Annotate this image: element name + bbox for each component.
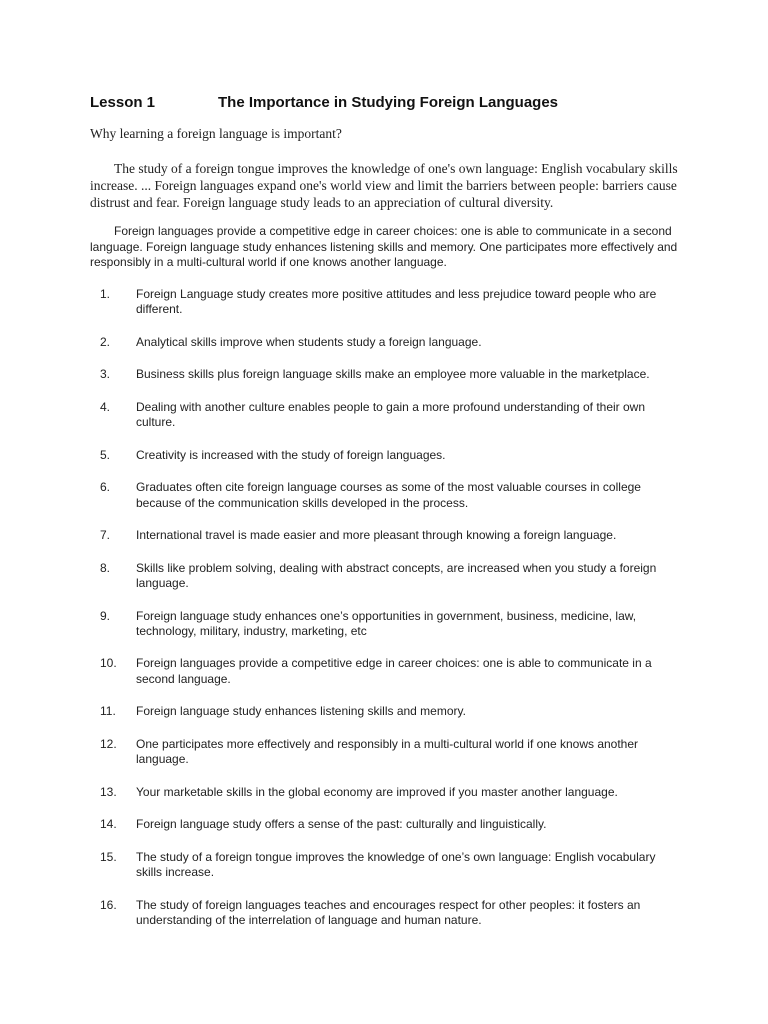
list-item-text: International travel is made easier and more pleasant through knowing a foreign language. <box>136 528 617 543</box>
list-item-number: 10. <box>100 656 117 671</box>
list-item <box>100 850 680 880</box>
list-item-number: 1. <box>100 287 111 301</box>
list-item <box>100 561 680 591</box>
list-item-number: 12. <box>100 736 117 751</box>
list-item-text: Graduates often cite foreign language courses as some of the most valuable courses in college because of the communication skills developed in the process. <box>136 480 641 510</box>
list-item-number: 5. <box>100 447 111 462</box>
reasons-list <box>100 287 680 945</box>
list-item-text: Foreign language study offers a sense of the past: culturally and linguistically. <box>136 817 547 832</box>
list-item <box>100 287 680 317</box>
list-item-text: Business skills plus foreign language skills make an employee more valuable in the marketplace. <box>136 367 650 382</box>
list-item-number: 9. <box>100 608 111 623</box>
list-item-text: Your marketable skills in the global economy are improved if you master another language. <box>136 784 618 799</box>
list-item <box>100 737 680 767</box>
list-item-number: 2. <box>100 334 111 349</box>
list-item-number: 13. <box>100 784 117 799</box>
list-item-number: 4. <box>100 399 111 414</box>
list-item-text: The study of a foreign tongue improves the knowledge of one’s own language: English vocabulary skills increase. <box>136 849 656 879</box>
list-item <box>100 335 680 350</box>
list-item <box>100 704 680 719</box>
list-item-text: Foreign languages provide a competitive edge in career choices: one is able to communicate in a second language. <box>136 656 652 686</box>
list-item-text: Dealing with another culture enables people to gain a more profound understanding of their own culture. <box>136 399 646 430</box>
list-item-number: 14. <box>100 817 117 832</box>
list-item-number: 15. <box>100 849 117 864</box>
list-item-number: 3. <box>100 367 111 382</box>
list-item-number: 8. <box>100 560 111 575</box>
list-item-number: 11. <box>100 704 116 719</box>
list-item <box>100 609 680 639</box>
list-item-text: Foreign Language study creates more positive attitudes and less prejudice toward people who are different. <box>136 287 657 317</box>
list-item <box>100 528 680 543</box>
list-item-number: 6. <box>100 480 111 495</box>
page-title: The Importance in Studying Foreign Languages <box>218 94 559 111</box>
list-item <box>100 656 680 686</box>
question-heading: Why learning a foreign language is important? <box>90 126 342 141</box>
list-item-text: Foreign language study enhances one’s opportunities in government, business, medicine, law, technology, military, industry, marketing, etc <box>136 608 637 638</box>
list-item-text: One participates more effectively and responsibly in a multi-cultural world if one knows another language. <box>136 736 639 766</box>
lesson-label: Lesson 1 <box>90 94 156 111</box>
list-item-text: Skills like problem solving, dealing with abstract concepts, are increased when you study a foreign language. <box>136 560 657 590</box>
list-item-text: Foreign language study enhances listening skills and memory. <box>136 704 466 719</box>
list-item <box>100 367 680 382</box>
list-item <box>100 400 680 430</box>
list-item-text: The study of foreign languages teaches and encourages respect for other peoples: it fosters an understanding of the interrelation of language and human nature. <box>136 897 641 927</box>
list-item <box>100 817 680 832</box>
list-item-number: 7. <box>100 528 111 543</box>
intro-paragraph-2: Foreign languages provide a competitive edge in career choices: one is able to communicate in a second language. Foreign language study enhances listening skills and memory. One participates more effectively and responsibly in a multi-cultural world if one knows another language. <box>90 224 678 269</box>
list-item <box>100 898 680 928</box>
list-item-number: 16. <box>100 897 117 912</box>
list-item <box>100 480 680 510</box>
list-item <box>100 785 680 800</box>
list-item <box>100 448 680 463</box>
list-item-text: Analytical skills improve when students study a foreign language. <box>136 334 482 349</box>
intro-paragraph-1: The study of a foreign tongue improves the knowledge of one's own language: English vocabulary skills increase. ... Foreign languages expand one's world view and limit the barriers between people: barriers cause distrust and fear. Foreign language study leads to an appreciation of cultural diversity. <box>90 161 678 210</box>
list-item-text: Creativity is increased with the study of foreign languages. <box>136 447 446 462</box>
